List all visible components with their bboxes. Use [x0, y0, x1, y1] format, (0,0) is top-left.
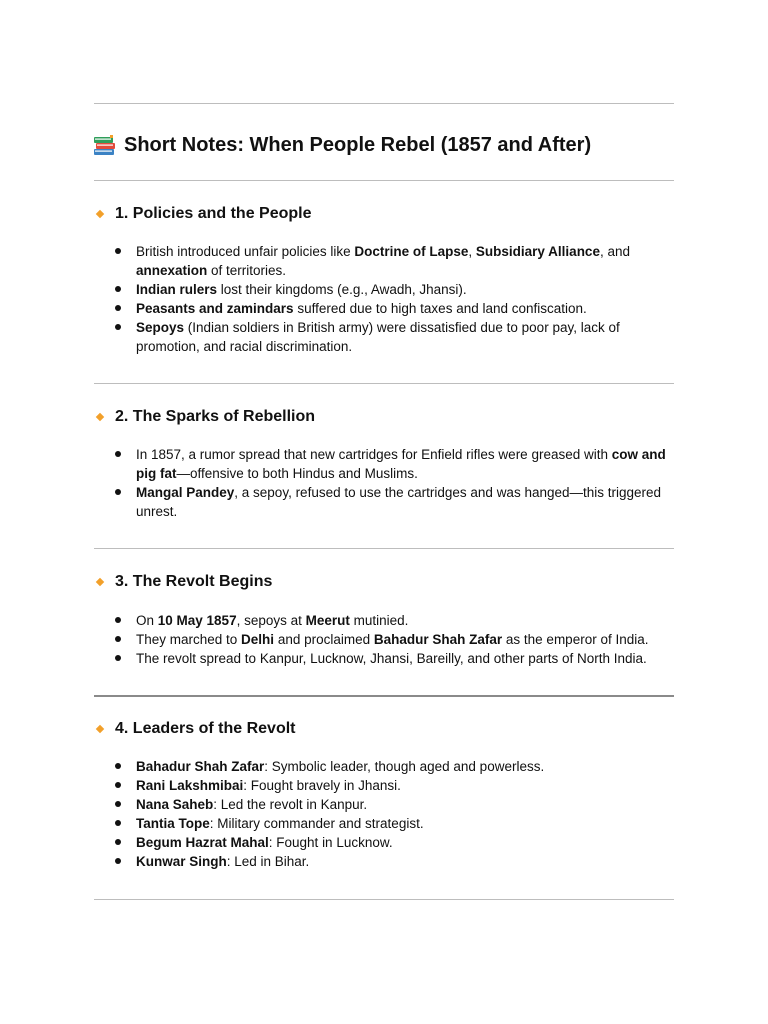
- divider-section-1: [94, 383, 674, 384]
- list-item: [114, 318, 680, 356]
- bold-text: Kunwar Singh: [136, 854, 227, 869]
- section-heading-leaders: [95, 720, 296, 738]
- bold-text: 10 May 1857: [157, 613, 237, 628]
- page-title: [92, 133, 591, 157]
- bold-text: Bahadur Shah Zafar: [373, 632, 503, 647]
- divider-section-4: [94, 899, 674, 900]
- bullet-dot-icon: [115, 655, 121, 661]
- bullet-list: [114, 445, 680, 521]
- bullet-dot-icon: [115, 782, 121, 788]
- text: mutinied.: [349, 613, 409, 628]
- bullet-dot-icon: [115, 636, 121, 642]
- list-item: [114, 630, 680, 649]
- bold-text: Delhi: [241, 632, 275, 647]
- text: : Led the revolt in Kanpur.: [213, 797, 368, 812]
- divider-title: [94, 180, 674, 181]
- list-item: [114, 757, 680, 776]
- bullet-dot-icon: [115, 305, 121, 311]
- list-item: [114, 833, 680, 852]
- list-item: [114, 242, 680, 280]
- list-item: [114, 852, 680, 871]
- books-icon: [92, 133, 118, 157]
- section-heading-policies: [95, 205, 312, 223]
- bold-text: Indian rulers: [136, 282, 218, 297]
- text: They marched to: [136, 632, 242, 647]
- divider-section-2: [94, 548, 674, 549]
- list-item: [114, 776, 680, 795]
- section-heading-text: 4. Leaders of the Revolt: [115, 720, 296, 737]
- bullet-list: [114, 611, 680, 668]
- section-heading-text: 2. The Sparks of Rebellion: [115, 408, 316, 425]
- text: : Military commander and strategist.: [209, 816, 424, 831]
- diamond-bullet-icon: [96, 413, 104, 421]
- bullet-dot-icon: [115, 286, 121, 292]
- text: : Led in Bihar.: [226, 854, 310, 869]
- bold-text: cow and pig fat: [136, 447, 666, 481]
- bold-text: Peasants and zamindars: [136, 301, 294, 316]
- text: lost their kingdoms (e.g., Awadh, Jhansi).: [217, 282, 467, 297]
- bullet-dot-icon: [115, 858, 121, 864]
- bullet-dot-icon: [115, 248, 121, 254]
- section-heading-revolt-begins: [95, 573, 272, 591]
- text: : Fought bravely in Jhansi.: [243, 778, 401, 793]
- page-title-text: Short Notes: When People Rebel (1857 and After): [124, 133, 592, 156]
- text: , sepoys at: [236, 613, 306, 628]
- bold-text: Meerut: [305, 613, 350, 628]
- bold-text: Tantia Tope: [136, 816, 210, 831]
- text: : Fought in Lucknow.: [268, 835, 393, 850]
- bullet-dot-icon: [115, 839, 121, 845]
- bullet-dot-icon: [115, 451, 121, 457]
- bullet-list: [114, 757, 680, 871]
- bold-text: Mangal Pandey: [136, 485, 235, 500]
- list-item: [114, 445, 680, 483]
- text: British introduced unfair policies like: [136, 244, 355, 259]
- bullet-list: [114, 242, 680, 356]
- text: of territories.: [207, 263, 287, 278]
- bold-text: Doctrine of Lapse: [354, 244, 469, 259]
- text: On: [136, 613, 158, 628]
- bold-text: Begum Hazrat Mahal: [136, 835, 269, 850]
- text: —offensive to both Hindus and Muslims.: [176, 466, 418, 481]
- bold-text: annexation: [136, 263, 208, 278]
- bold-text: Subsidiary Alliance: [475, 244, 600, 259]
- list-item: [114, 299, 680, 318]
- bullet-dot-icon: [115, 801, 121, 807]
- text: suffered due to high taxes and land confiscation.: [293, 301, 587, 316]
- bullet-dot-icon: [115, 617, 121, 623]
- text: In 1857, a rumor spread that new cartridges for Enfield rifles were greased with: [136, 447, 612, 462]
- text: : Symbolic leader, though aged and powerless.: [264, 759, 545, 774]
- bullet-dot-icon: [115, 763, 121, 769]
- bold-text: Sepoys: [136, 320, 185, 335]
- text: (Indian soldiers in British army) were dissatisfied due to poor pay, lack of promotion, and racial discrimination.: [136, 320, 620, 354]
- bold-text: Nana Saheb: [136, 797, 214, 812]
- list-item: [114, 814, 680, 833]
- text: ,: [468, 244, 476, 259]
- bullet-dot-icon: [115, 324, 121, 330]
- section-heading-text: 3. The Revolt Begins: [115, 573, 273, 590]
- text: and proclaimed: [274, 632, 374, 647]
- text: as the emperor of India.: [502, 632, 649, 647]
- divider-section-3: [94, 695, 674, 697]
- diamond-bullet-icon: [96, 210, 104, 218]
- divider-top: [94, 103, 674, 104]
- text: The revolt spread to Kanpur, Lucknow, Jhansi, Bareilly, and other parts of North India.: [136, 651, 647, 666]
- list-item: [114, 280, 680, 299]
- text: , a sepoy, refused to use the cartridges and was hanged—this triggered unrest.: [136, 485, 662, 519]
- bullet-dot-icon: [115, 489, 121, 495]
- section-heading-sparks: [95, 408, 315, 426]
- list-item: [114, 483, 680, 521]
- list-item: [114, 611, 680, 630]
- bullet-dot-icon: [115, 820, 121, 826]
- text: , and: [599, 244, 630, 259]
- diamond-bullet-icon: [96, 725, 104, 733]
- bold-text: Rani Lakshmibai: [136, 778, 244, 793]
- list-item: [114, 649, 680, 668]
- bold-text: Bahadur Shah Zafar: [136, 759, 265, 774]
- diamond-bullet-icon: [96, 578, 104, 586]
- list-item: [114, 795, 680, 814]
- section-heading-text: 1. Policies and the People: [115, 205, 312, 222]
